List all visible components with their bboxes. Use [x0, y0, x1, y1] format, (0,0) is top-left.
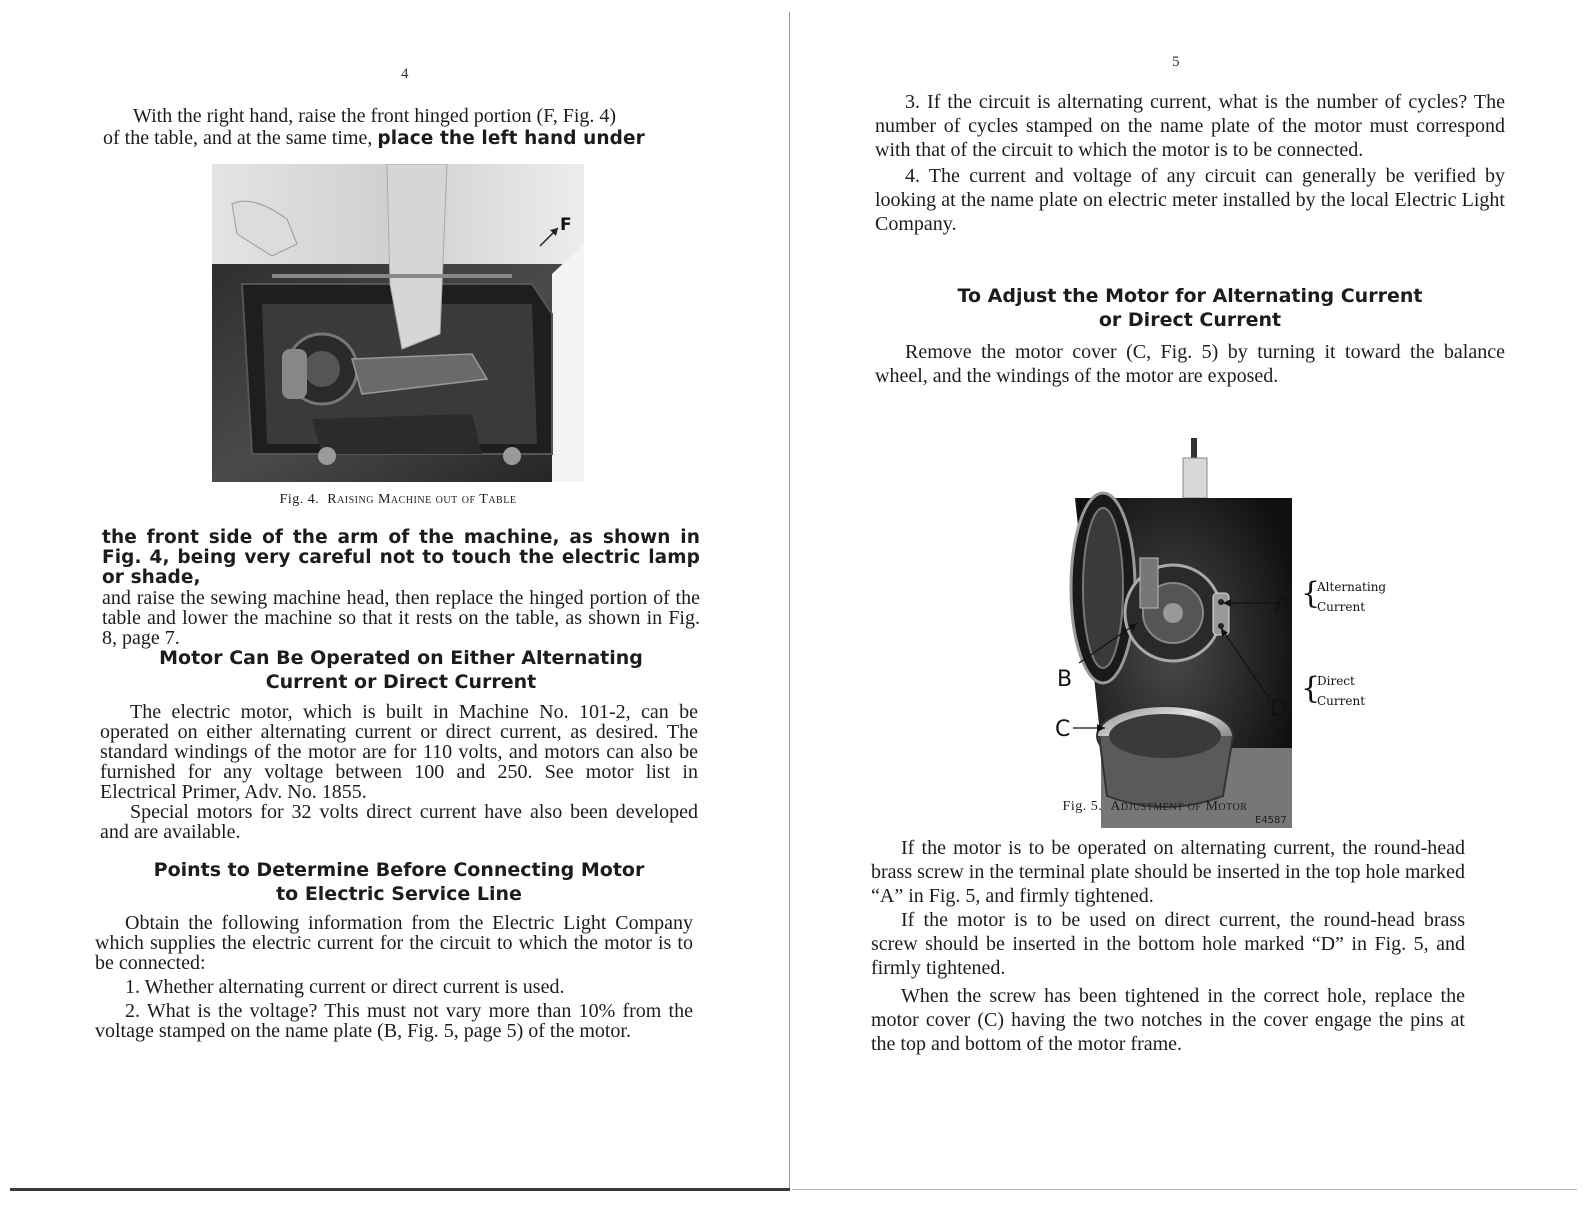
fig5-label-d: D — [1270, 697, 1287, 722]
intro-line-2-normal: of the table, and at the same time, — [103, 127, 378, 149]
fig4-label-f: F — [560, 215, 572, 235]
fig5-figure — [1055, 428, 1405, 840]
fig5-ac-line1: Alternating — [1317, 580, 1387, 594]
list-item-2: 2. What is the voltage? This must not vary more than 10% from the voltage stamped on the name plate (B, Fig. 5, page 5) of the motor. — [95, 1000, 693, 1042]
page-number-left: 4 — [401, 66, 409, 82]
fig5-ac-line2: Current — [1317, 600, 1366, 614]
svg-text:{: { — [1301, 671, 1321, 706]
fig4-photo — [212, 164, 584, 482]
para-direct: If the motor is to be used on direct current, the round-head brass screw should be inserted in the bottom hole marked “D” in Fig. 5, and firmly tightened. — [871, 909, 1465, 979]
heading-adjust-motor: To Adjust the Motor for Alternating Current or Direct Current — [957, 285, 1423, 331]
page-gutter — [789, 12, 790, 1190]
para-replace-cover: When the screw has been tightened in the correct hole, replace the motor cover (C) having the two notches in the cover engage the pins at the top and bottom of the motor frame. — [871, 985, 1465, 1055]
fig4-caption — [212, 492, 584, 508]
page-number-right: 5 — [1172, 54, 1180, 70]
list-item-1: 1. Whether alternating current or direct current is used. — [125, 976, 565, 998]
para-special-motors: Special motors for 32 volts direct current have also been developed and are available. — [100, 801, 698, 843]
intro-line-2-bold: place the left hand under — [377, 128, 645, 149]
fig4-caption-text: Raising Machine out of Table — [327, 492, 517, 507]
para-electric-motor: The electric motor, which is built in Machine No. 101-2, can be operated on either alternating current or direct current, as desired. The standard windings of the motor are for 110 volts, and motors can also be furnished for any voltage between 100 and 250. See motor list in Electrical Primer, Adv. No. 1855. — [100, 701, 698, 803]
fig5-label-a: A — [1275, 592, 1291, 617]
fig5-caption-prefix: Fig. 5. — [1062, 799, 1103, 814]
fig4-caption-prefix: Fig. 4. — [279, 492, 320, 507]
heading-points-determine: Points to Determine Before Connecting Motor to Electric Service Line — [153, 859, 645, 905]
para-obtain-info: Obtain the following information from the Electric Light Company which supplies the electric current for the circuit to which the motor is to be connected: — [95, 912, 693, 974]
fig5-plate-code: E4587 — [1255, 815, 1287, 826]
continuation-normal: and raise the sewing machine head, then replace the hinged portion of the table and lower the machine so that it rests on the table, as shown in Fig. 8, page 7. — [102, 587, 700, 649]
heading-motor-operated: Motor Can Be Operated on Either Alternating Current or Direct Current — [159, 647, 643, 693]
continuation-bold: the front side of the arm of the machine, as shown in Fig. 4, being very careful not to touch the electric lamp or shade, — [102, 527, 700, 588]
fig5-dc-line1: Direct — [1317, 674, 1355, 688]
fig5-caption — [955, 799, 1355, 815]
svg-text:{: { — [1301, 576, 1321, 611]
intro-line-1: With the right hand, raise the front hinged portion (F, Fig. 4) — [133, 105, 617, 127]
page-edge-left — [10, 1188, 790, 1191]
list-item-3: 3. If the circuit is alternating current, what is the number of cycles? The number of cycles stamped on the name plate of the motor must correspond with that of the circuit to which the motor is to be connected. — [875, 91, 1505, 161]
fig5-label-c: C — [1055, 717, 1071, 742]
para-remove-cover: Remove the motor cover (C, Fig. 5) by turning it toward the balance wheel, and the windings of the motor are exposed. — [875, 341, 1505, 387]
list-item-4: 4. The current and voltage of any circuit can generally be verified by looking at the name plate on electric meter installed by the local Electric Light Company. — [875, 165, 1505, 235]
para-alternating: If the motor is to be operated on alternating current, the round-head brass screw in the terminal plate should be inserted in the top hole marked “A” in Fig. 5, and firmly tightened. — [871, 837, 1465, 907]
fig5-caption-text: Adjustment of Motor — [1110, 799, 1248, 814]
fig5-label-b: B — [1057, 667, 1073, 692]
fig5-dc-line2: Current — [1317, 694, 1366, 708]
page-edge-right — [792, 1189, 1577, 1190]
